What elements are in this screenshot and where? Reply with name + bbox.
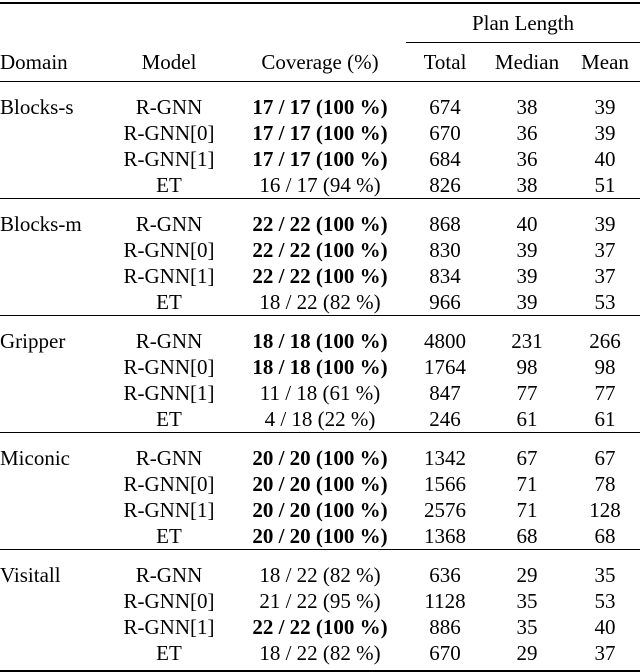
plan-length-header: Plan Length xyxy=(406,4,640,43)
coverage-cell: 22 / 22 (100 %) xyxy=(252,238,388,262)
median-cell: 29 xyxy=(516,563,538,587)
median-cell: 67 xyxy=(516,446,538,470)
coverage-cell: 16 / 17 (94 %) xyxy=(259,173,381,197)
model-cell: R-GNN[1] xyxy=(123,381,215,405)
total-cell: 966 xyxy=(429,290,461,314)
model-cell: R-GNN xyxy=(135,95,203,119)
table-row xyxy=(0,523,640,550)
median-cell: 29 xyxy=(516,641,538,665)
coverage-cell: 20 / 20 (100 %) xyxy=(252,498,388,522)
domain-cell xyxy=(0,146,104,172)
mean-cell: 37 xyxy=(594,641,616,665)
mean-cell: 39 xyxy=(594,212,616,236)
coverage-cell: 18 / 22 (82 %) xyxy=(259,290,381,314)
table-row xyxy=(0,172,640,199)
median-cell: 39 xyxy=(516,264,538,288)
model-cell: R-GNN[0] xyxy=(123,472,215,496)
median-cell: 39 xyxy=(516,290,538,314)
total-cell: 4800 xyxy=(424,329,466,353)
total-cell: 1342 xyxy=(424,446,466,470)
coverage-cell: 22 / 22 (100 %) xyxy=(252,212,388,236)
domain-cell xyxy=(0,497,104,523)
domain-cell xyxy=(0,523,104,550)
model-cell: R-GNN[0] xyxy=(123,589,215,613)
total-cell: 868 xyxy=(429,212,461,236)
coverage-cell: 21 / 22 (95 %) xyxy=(259,589,381,613)
model-cell: R-GNN xyxy=(135,563,203,587)
model-cell: ET xyxy=(156,173,182,197)
mean-header: Mean xyxy=(581,50,629,74)
coverage-cell: 18 / 22 (82 %) xyxy=(259,641,381,665)
domain-cell: Miconic xyxy=(0,446,70,470)
domain-cell xyxy=(0,289,104,316)
model-cell: R-GNN[1] xyxy=(123,147,215,171)
mean-cell: 128 xyxy=(589,498,621,522)
total-cell: 674 xyxy=(429,95,461,119)
median-cell: 40 xyxy=(516,212,538,236)
total-cell: 2576 xyxy=(424,498,466,522)
table-row xyxy=(0,380,640,406)
model-header: Model xyxy=(141,49,197,74)
mean-cell: 98 xyxy=(594,355,616,379)
mean-cell: 53 xyxy=(594,290,616,314)
median-cell: 36 xyxy=(516,121,538,145)
domain-cell xyxy=(0,614,104,640)
table-row xyxy=(0,146,640,172)
model-cell: R-GNN xyxy=(135,329,203,353)
model-cell: R-GNN[0] xyxy=(123,121,215,145)
model-cell: ET xyxy=(156,641,182,665)
mean-cell: 40 xyxy=(594,615,616,639)
domain-cell xyxy=(0,263,104,289)
total-cell: 670 xyxy=(429,641,461,665)
total-cell: 246 xyxy=(429,407,461,431)
coverage-cell: 18 / 22 (82 %) xyxy=(259,563,381,587)
median-cell: 98 xyxy=(516,355,538,379)
median-cell: 231 xyxy=(511,329,543,353)
total-cell: 830 xyxy=(429,238,461,262)
domain-cell: Gripper xyxy=(0,329,66,353)
table-row xyxy=(0,562,640,588)
model-cell: R-GNN[1] xyxy=(123,615,215,639)
total-cell: 1566 xyxy=(424,472,466,496)
median-cell: 77 xyxy=(516,381,538,405)
table-row xyxy=(0,211,640,237)
median-cell: 68 xyxy=(516,524,538,548)
table-row xyxy=(0,497,640,523)
median-cell: 38 xyxy=(516,173,538,197)
total-cell: 636 xyxy=(429,563,461,587)
coverage-cell: 18 / 18 (100 %) xyxy=(252,355,388,379)
coverage-cell: 11 / 18 (61 %) xyxy=(259,381,381,405)
total-cell: 684 xyxy=(429,147,461,171)
mean-cell: 68 xyxy=(594,524,616,548)
coverage-cell: 22 / 22 (100 %) xyxy=(252,615,388,639)
table-row xyxy=(0,588,640,614)
coverage-header: Coverage (%) xyxy=(261,49,379,74)
total-cell: 1128 xyxy=(424,589,466,613)
median-cell: 38 xyxy=(516,95,538,119)
model-cell: ET xyxy=(156,407,182,431)
domain-cell xyxy=(0,406,104,433)
model-cell: R-GNN[0] xyxy=(123,355,215,379)
mean-cell: 37 xyxy=(594,238,616,262)
total-cell: 826 xyxy=(429,173,461,197)
table-row xyxy=(0,614,640,640)
median-header: Median xyxy=(494,50,560,74)
mean-cell: 78 xyxy=(594,472,616,496)
coverage-cell: 20 / 20 (100 %) xyxy=(252,472,388,496)
domain-cell: Blocks-m xyxy=(0,212,82,236)
median-cell: 71 xyxy=(516,472,538,496)
domain-cell xyxy=(0,172,104,199)
mean-cell: 266 xyxy=(589,329,621,353)
table-row xyxy=(0,94,640,120)
mean-cell: 77 xyxy=(594,381,616,405)
mean-cell: 39 xyxy=(594,95,616,119)
coverage-cell: 4 / 18 (22 %) xyxy=(264,407,376,431)
median-cell: 39 xyxy=(516,238,538,262)
table-row xyxy=(0,289,640,316)
mean-cell: 40 xyxy=(594,147,616,171)
table-row xyxy=(0,237,640,263)
coverage-cell: 22 / 22 (100 %) xyxy=(252,264,388,288)
table-row xyxy=(0,328,640,354)
mean-cell: 51 xyxy=(594,173,616,197)
coverage-cell: 17 / 17 (100 %) xyxy=(252,147,388,171)
model-cell: R-GNN xyxy=(135,446,203,470)
mean-cell: 39 xyxy=(594,121,616,145)
coverage-cell: 17 / 17 (100 %) xyxy=(252,95,388,119)
mean-cell: 53 xyxy=(594,589,616,613)
coverage-cell: 18 / 18 (100 %) xyxy=(252,329,388,353)
table-row xyxy=(0,120,640,146)
mean-cell: 37 xyxy=(594,264,616,288)
model-cell: R-GNN[0] xyxy=(123,238,215,262)
coverage-cell: 20 / 20 (100 %) xyxy=(252,524,388,548)
total-cell: 847 xyxy=(429,381,461,405)
model-cell: ET xyxy=(156,524,182,548)
table-row xyxy=(0,640,640,666)
coverage-cell: 17 / 17 (100 %) xyxy=(252,121,388,145)
domain-cell: Visitall xyxy=(0,563,61,587)
median-cell: 35 xyxy=(516,589,538,613)
results-table xyxy=(0,2,640,672)
domain-cell xyxy=(0,120,104,146)
model-cell: R-GNN[1] xyxy=(123,498,215,522)
median-cell: 35 xyxy=(516,615,538,639)
total-cell: 1368 xyxy=(424,524,466,548)
mean-cell: 61 xyxy=(594,407,616,431)
model-cell: R-GNN xyxy=(135,212,203,236)
table-row xyxy=(0,445,640,471)
total-cell: 1764 xyxy=(424,355,466,379)
domain-cell xyxy=(0,380,104,406)
median-cell: 36 xyxy=(516,147,538,171)
table-row xyxy=(0,471,640,497)
domain-cell xyxy=(0,237,104,263)
domain-cell xyxy=(0,640,104,666)
total-header: Total xyxy=(423,50,467,74)
table-row xyxy=(0,354,640,380)
domain-header: Domain xyxy=(0,49,68,74)
model-cell: ET xyxy=(156,290,182,314)
model-cell: R-GNN[1] xyxy=(123,264,215,288)
median-cell: 61 xyxy=(516,407,538,431)
domain-cell xyxy=(0,471,104,497)
mean-cell: 35 xyxy=(594,563,616,587)
median-cell: 71 xyxy=(516,498,538,522)
total-cell: 834 xyxy=(429,264,461,288)
mean-cell: 67 xyxy=(594,446,616,470)
total-cell: 670 xyxy=(429,121,461,145)
table-row xyxy=(0,406,640,433)
total-cell: 886 xyxy=(429,615,461,639)
domain-cell xyxy=(0,588,104,614)
domain-cell xyxy=(0,354,104,380)
table-row xyxy=(0,263,640,289)
domain-cell: Blocks-s xyxy=(0,95,74,119)
coverage-cell: 20 / 20 (100 %) xyxy=(252,446,388,470)
